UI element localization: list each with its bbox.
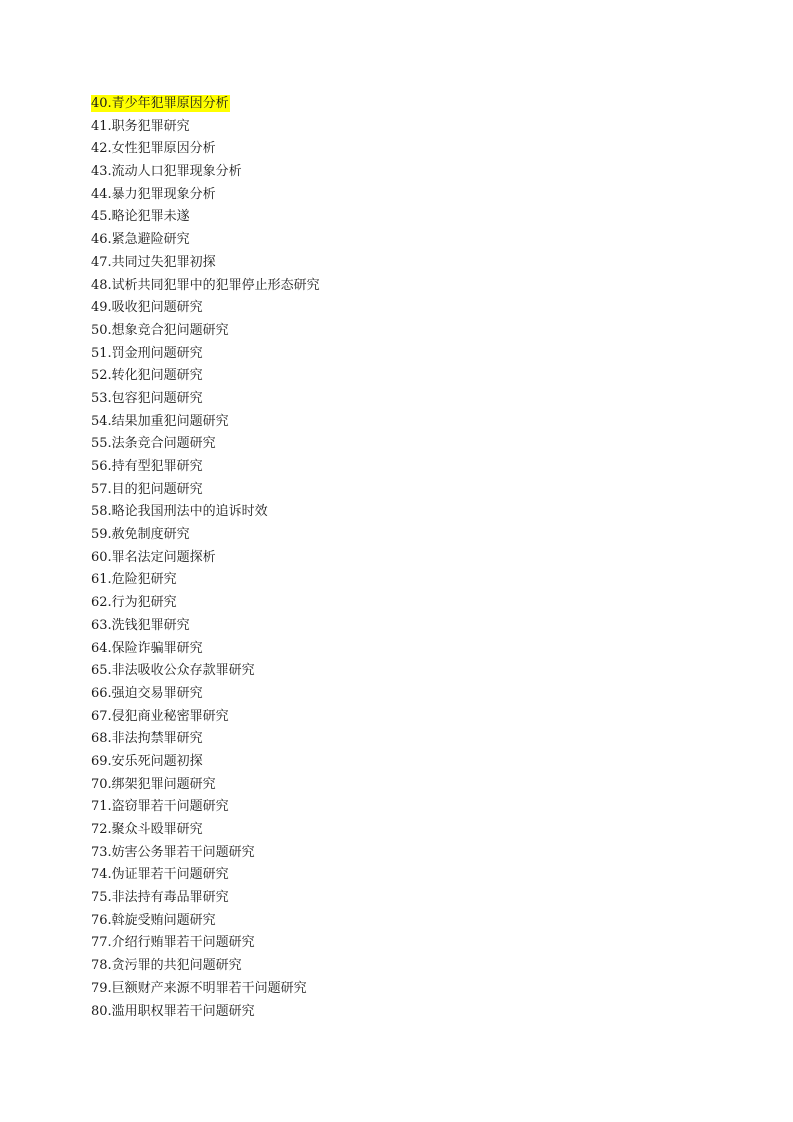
topic-text: 48.试析共同犯罪中的犯罪停止形态研究 bbox=[91, 277, 320, 293]
topic-text: 77.介绍行贿罪若干问题研究 bbox=[91, 935, 255, 951]
topic-item bbox=[91, 978, 321, 1001]
topic-item bbox=[91, 433, 321, 456]
topic-text: 79.巨额财产来源不明罪若干问题研究 bbox=[91, 980, 307, 996]
topic-item bbox=[91, 774, 321, 797]
topic-text: 80.滥用职权罪若干问题研究 bbox=[91, 1003, 255, 1019]
topic-text: 40.青少年犯罪原因分析 bbox=[91, 96, 229, 111]
topic-item bbox=[91, 275, 321, 298]
topic-text: 43.流动人口犯罪现象分析 bbox=[91, 164, 242, 180]
topic-item bbox=[91, 864, 321, 887]
topic-item bbox=[91, 910, 321, 933]
topic-item bbox=[91, 184, 321, 207]
topic-text: 46.紧急避险研究 bbox=[91, 232, 190, 248]
topic-text: 58.略论我国刑法中的追诉时效 bbox=[91, 504, 268, 520]
topic-text: 54.结果加重犯问题研究 bbox=[91, 413, 229, 429]
topic-item bbox=[91, 932, 321, 955]
topic-item bbox=[91, 660, 321, 683]
topic-item bbox=[91, 796, 321, 819]
topic-text: 78.贪污罪的共犯问题研究 bbox=[91, 958, 242, 974]
topic-text: 73.妨害公务罪若干问题研究 bbox=[91, 844, 255, 860]
topic-item bbox=[91, 638, 321, 661]
topic-item bbox=[91, 161, 321, 184]
topic-text: 44.暴力犯罪现象分析 bbox=[91, 186, 216, 202]
topic-item bbox=[91, 615, 321, 638]
topic-text: 74.伪证罪若干问题研究 bbox=[91, 867, 229, 883]
topic-item bbox=[91, 592, 321, 615]
topic-item bbox=[91, 320, 321, 343]
topic-item bbox=[91, 683, 321, 706]
topic-text: 65.非法吸收公众存款罪研究 bbox=[91, 663, 255, 679]
topic-item bbox=[91, 388, 321, 411]
topic-text: 59.赦免制度研究 bbox=[91, 527, 190, 543]
topic-text: 41.职务犯罪研究 bbox=[91, 118, 190, 134]
topic-item bbox=[91, 206, 321, 229]
topic-text: 67.侵犯商业秘密罪研究 bbox=[91, 708, 229, 724]
topic-item bbox=[91, 501, 321, 524]
topic-item bbox=[91, 842, 321, 865]
topic-text: 57.目的犯问题研究 bbox=[91, 481, 203, 497]
topic-text: 72.聚众斗殴罪研究 bbox=[91, 822, 203, 837]
topic-item bbox=[91, 229, 321, 252]
topic-text: 68.非法拘禁罪研究 bbox=[91, 731, 203, 747]
topic-item bbox=[91, 297, 321, 320]
topic-text: 53.包容犯问题研究 bbox=[91, 390, 203, 406]
topic-item bbox=[91, 547, 321, 570]
topic-text: 52.转化犯问题研究 bbox=[91, 368, 203, 384]
topic-text: 60.罪名法定问题探析 bbox=[91, 549, 216, 565]
topic-text: 69.安乐死问题初探 bbox=[91, 753, 203, 769]
topic-text: 55.法条竞合问题研究 bbox=[91, 436, 216, 452]
topic-text: 47.共同过失犯罪初探 bbox=[91, 254, 216, 270]
topic-item bbox=[91, 887, 321, 910]
topic-item-highlighted bbox=[91, 93, 321, 116]
topic-text: 49.吸收犯问题研究 bbox=[91, 300, 203, 316]
topic-item bbox=[91, 819, 321, 842]
topic-text: 42.女性犯罪原因分析 bbox=[91, 141, 216, 157]
topic-text: 71.盗窃罪若干问题研究 bbox=[91, 799, 229, 815]
topic-text: 64.保险诈骗罪研究 bbox=[91, 640, 203, 656]
topic-text: 63.洗钱犯罪研究 bbox=[91, 617, 190, 633]
topic-item bbox=[91, 456, 321, 479]
topic-text: 70.绑架犯罪问题研究 bbox=[91, 776, 216, 792]
topic-text: 76.斡旋受贿问题研究 bbox=[91, 912, 216, 928]
topic-text: 56.持有型犯罪研究 bbox=[91, 459, 203, 474]
topic-item bbox=[91, 116, 321, 139]
topic-item bbox=[91, 728, 321, 751]
topic-item bbox=[91, 955, 321, 978]
topic-text: 66.强迫交易罪研究 bbox=[91, 685, 203, 701]
topic-text: 51.罚金刑问题研究 bbox=[91, 345, 203, 361]
topic-item bbox=[91, 411, 321, 434]
topic-item bbox=[91, 524, 321, 547]
topic-item bbox=[91, 343, 321, 366]
topic-item bbox=[91, 706, 321, 729]
topic-text: 61.危险犯研究 bbox=[91, 572, 177, 588]
topic-text: 62.行为犯研究 bbox=[91, 595, 177, 611]
topic-text: 75.非法持有毒品罪研究 bbox=[91, 890, 229, 906]
topic-item bbox=[91, 569, 321, 592]
topic-item bbox=[91, 479, 321, 502]
topic-item bbox=[91, 365, 321, 388]
topic-text: 45.略论犯罪未遂 bbox=[91, 209, 190, 225]
topic-item bbox=[91, 138, 321, 161]
topic-list bbox=[91, 93, 321, 1023]
topic-item bbox=[91, 1001, 321, 1024]
topic-item bbox=[91, 751, 321, 774]
topic-text: 50.想象竞合犯问题研究 bbox=[91, 322, 229, 338]
topic-item bbox=[91, 252, 321, 275]
